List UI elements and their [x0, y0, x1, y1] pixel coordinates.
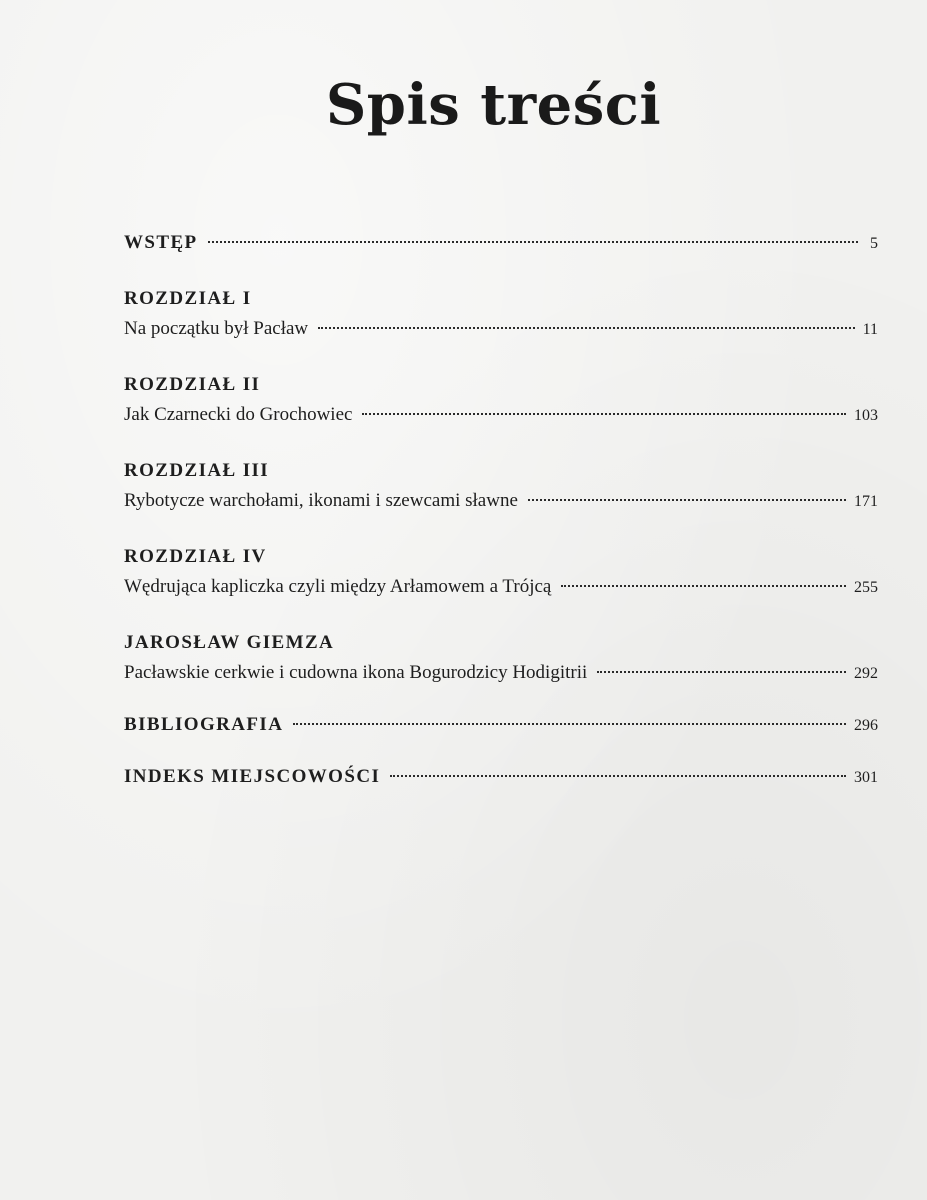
toc-line: [124, 762, 878, 792]
page-number: 171: [854, 493, 878, 510]
toc-line: [124, 658, 878, 688]
toc-line: [124, 710, 878, 740]
toc-entry-introduction: [124, 228, 878, 258]
toc-heading: INDEKS MIEJSCOWOŚCI: [124, 766, 381, 787]
toc-subtitle: Na początku był Pacław: [124, 318, 309, 339]
dot-leader: [528, 499, 846, 501]
toc-heading: ROZDZIAŁ IV: [124, 546, 267, 567]
page-number: 11: [862, 321, 878, 338]
toc-line: [124, 228, 878, 258]
toc-subtitle: Wędrująca kapliczka czyli między Arłamowem a Trójcą: [124, 576, 552, 597]
toc-heading: ROZDZIAŁ III: [124, 460, 270, 481]
toc-line: [124, 314, 878, 344]
toc-line: [124, 572, 878, 602]
toc-heading: JAROSŁAW GIEMZA: [124, 632, 335, 653]
toc-entry-chapter-2: [124, 370, 878, 430]
page-number: 255: [854, 579, 878, 596]
page-number: 301: [854, 769, 878, 786]
page-number: 292: [854, 665, 878, 682]
toc-heading: BIBLIOGRAFIA: [124, 714, 284, 735]
dot-leader: [318, 327, 854, 329]
toc-subtitle: Rybotycze warchołami, ikonami i szewcami sławne: [124, 490, 518, 511]
toc-entry-chapter-1: [124, 284, 878, 344]
toc-entry-bibliography: [124, 710, 878, 740]
dot-leader: [293, 723, 846, 725]
toc-subtitle: Pacławskie cerkwie i cudowna ikona Bogurodzicy Hodigitrii: [124, 662, 588, 683]
table-of-contents: [124, 228, 878, 818]
dot-leader: [597, 671, 846, 673]
toc-entry-chapter-3: [124, 456, 878, 516]
page-number: 5: [870, 235, 878, 252]
toc-entry-guest-author: [124, 628, 878, 688]
dot-leader: [208, 241, 858, 243]
toc-subtitle: Jak Czarnecki do Grochowiec: [124, 404, 353, 425]
toc-line: [124, 486, 878, 516]
toc-entry-index: [124, 762, 878, 792]
page-title: Spis treści: [325, 72, 662, 138]
toc-line: [124, 400, 878, 430]
dot-leader: [561, 585, 846, 587]
page-number: 103: [854, 407, 878, 424]
dot-leader: [390, 775, 846, 777]
toc-heading: ROZDZIAŁ II: [124, 374, 261, 395]
toc-entry-chapter-4: [124, 542, 878, 602]
toc-heading: ROZDZIAŁ I: [124, 288, 252, 309]
dot-leader: [362, 413, 846, 415]
toc-heading: WSTĘP: [124, 232, 198, 253]
page-number: 296: [854, 717, 878, 734]
